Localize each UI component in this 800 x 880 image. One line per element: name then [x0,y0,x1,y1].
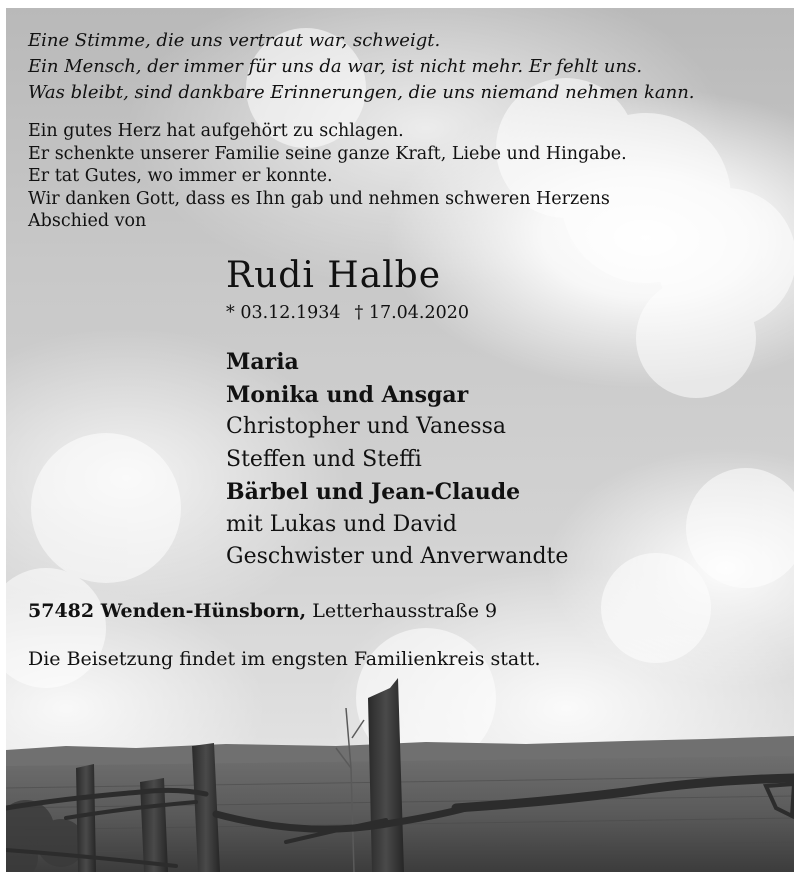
mourner-entry: Christopher und Vanessa [226,414,506,439]
life-dates [226,302,469,324]
body-line: Wir danken Gott, dass es Ihn gab und nehmen schweren Herzens [28,188,610,209]
mourners-list [226,346,568,574]
death-date: † 17.04.2020 [354,303,470,323]
mourner-entry: Geschwister und Anverwandte [226,544,569,569]
body-text [28,120,627,233]
mourner-entry: Bärbel und Jean-Claude [226,479,521,505]
body-line: Abschied von [28,211,147,231]
body-line: Er schenkte unserer Familie seine ganze Kraft, Liebe und Hingabe. [28,143,627,164]
intro-line: Eine Stimme, die uns vertraut war, schweigt. [28,30,441,51]
birth-date: * 03.12.1934 [226,303,341,323]
address-street: Letterhausstraße 9 [312,600,498,622]
background-photo [6,8,794,872]
family-address [28,598,497,624]
intro-line: Was bleibt, sind dankbare Erinnerungen, die uns niemand nehmen kann. [28,82,695,103]
deceased-name: Rudi Halbe [226,255,442,296]
mourner-entry: Monika und Ansgar [226,381,469,408]
body-line: Er tat Gutes, wo immer er konnte. [28,166,333,186]
intro-quote [28,28,695,106]
address-place: 57482 Wenden-Hünsborn, [28,600,307,622]
mourner-entry: mit Lukas und David [226,511,457,537]
intro-line: Ein Mensch, der immer für uns da war, ist nicht mehr. Er fehlt uns. [28,56,643,77]
mourner-entry: Steffen und Steffi [226,446,422,472]
funeral-notice: Die Beisetzung findet im engsten Familienkreis statt. [28,648,541,670]
body-line: Ein gutes Herz hat aufgehört zu schlagen. [28,121,404,141]
obituary-text [6,8,794,872]
mourner-entry: Maria [226,349,299,375]
